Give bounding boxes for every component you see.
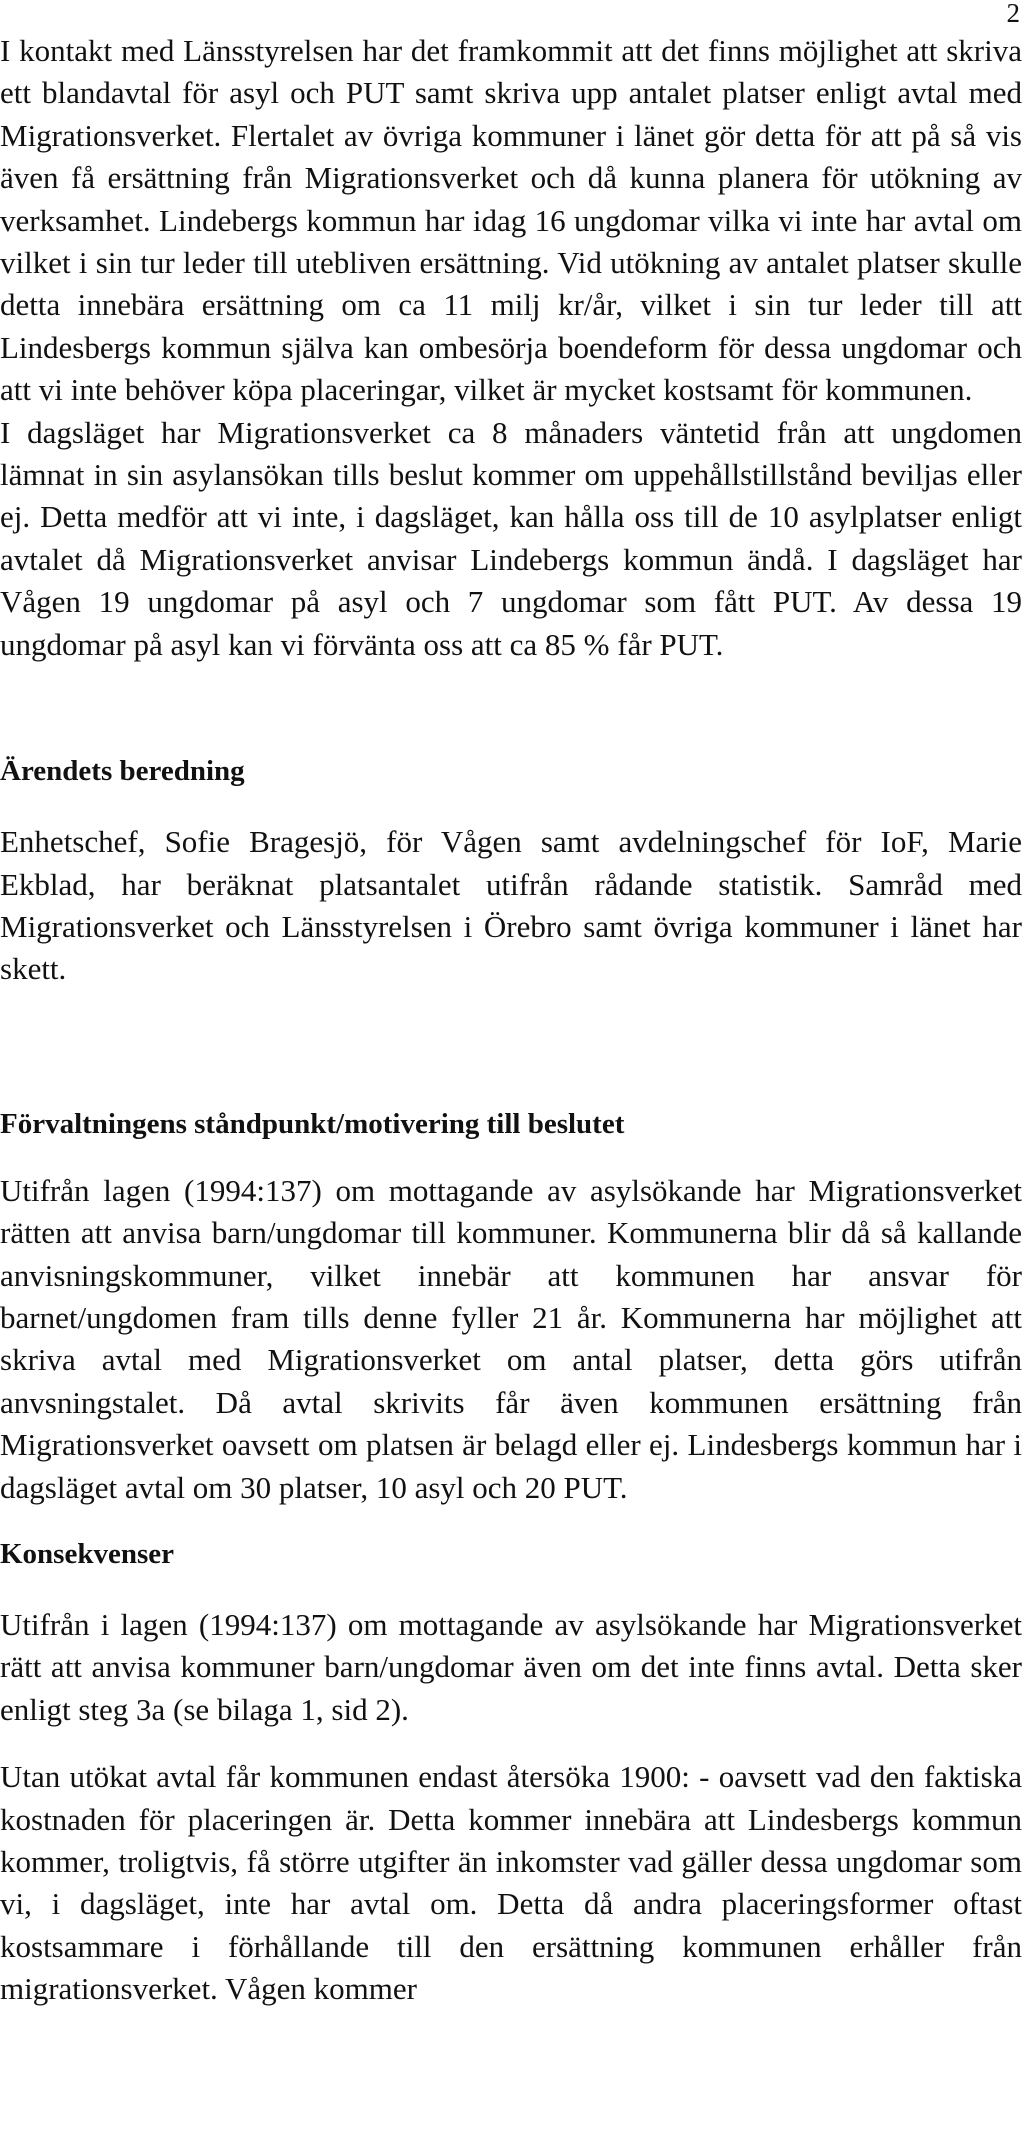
spacer [0,791,1022,821]
section-heading-konsekvenser: Konsekvenser [0,1537,174,1570]
spacer [0,1574,1022,1604]
intro-paragraph-2: I dagsläget har Migrationsverket ca 8 månaders väntetid från att ungdomen lämnat in sin asylansökan tills beslut kommer om uppehållstillstånd beviljas eller ej. Detta medför att vi inte, i dagsläget, kan hålla oss till de 10 asylplatser enligt avtalet då Migrationsverket anvisar Lindebergs kommun ändå. I dagsläget har Vågen 19 ungdomar på asyl och 7 ungdomar som fått PUT. Av dessa 19 ungdomar på asyl kan vi förvänta oss att ca 85 % får PUT. [0,414,1022,662]
standpunkt-paragraph: Utifrån lagen (1994:137) om mottagande av asylsökande har Migrationsverket rätten att anvisa barn/ungdomar till kommuner. Kommunerna blir då så kallande anvisningskommuner, vilket innebär att kommunen har ansvar för barnet/ungdomen fram tills denne fyller 21 år. Kommunerna har möjlighet att skriva avtal med Migrationsverket om antal platser, detta görs utifrån anvsningstalet. Då avtal skrivits får även kommunen ersättning från Migrationsverket oavsett om platsen är belagd eller ej. Lindesbergs kommun har i dagsläget avtal om 30 platser, 10 asyl och 20 PUT. [0,1172,1022,1505]
spacer [0,1144,1022,1170]
section-heading-standpunkt: Förvaltningens ståndpunkt/motivering till beslutet [0,1107,625,1140]
konsekvenser-paragraph-2: Utan utökat avtal får kommunen endast återsöka 1900: - oavsett vad den faktiska kostnaden för placeringen är. Detta kommer innebära att Lindesbergs kommun kommer, troligtvis, få större utgifter än inkomster vad gäller dessa ungdomar som vi, i dagsläget, inte har avtal om. Detta då andra placeringsformer oftast kostsammare i förhållande till den ersättning kommunen erhåller från migrationsverket. Vågen kommer [0,1759,1022,2007]
spacer [0,1509,1022,1534]
document-body [0,30,1022,2011]
spacer [0,666,1022,751]
intro-paragraph-1: I kontakt med Länsstyrelsen har det framkommit att det finns möjlighet att skriva ett blandavtal för asyl och PUT samt skriva upp antalet platser enligt avtal med Migrationsverket. Flertalet av övriga kommuner i länet gör detta för att på så vis även få ersättning från Migrationsverket och då kunna planera för utökning av verksamhet. Lindebergs kommun har idag 16 ungdomar vilka vi inte har avtal om vilket i sin tur leder till utebliven ersättning. Vid utökning av antalet platser skulle detta innebära ersättning om ca 11 milj kr/år, vilket i sin tur leder till att Lindesbergs kommun själva kan ombesörja boendeform för dessa ungdomar och att vi inte behöver köpa placeringar, vilket är mycket kostsamt för kommunen. [0,33,1022,408]
spacer [0,1731,1022,1756]
beredning-paragraph: Enhetschef, Sofie Bragesjö, för Vågen samt avdelningschef för IoF, Marie Ekblad, har beräknat platsantalet utifrån rådande statistik. Samråd med Migrationsverket och Länsstyrelsen i Örebro samt övriga kommuner i länet har skett. [0,824,1022,987]
konsekvenser-paragraph-1: Utifrån i lagen (1994:137) om mottagande av asylsökande har Migrationsverket rätt att anvisa kommuner barn/ungdomar även om det inte finns avtal. Detta sker enligt steg 3a (se bilaga 1, sid 2). [0,1606,1022,1727]
page-number: 2 [1006,0,1020,28]
spacer [0,991,1022,1104]
section-heading-beredning: Ärendets beredning [0,755,245,788]
